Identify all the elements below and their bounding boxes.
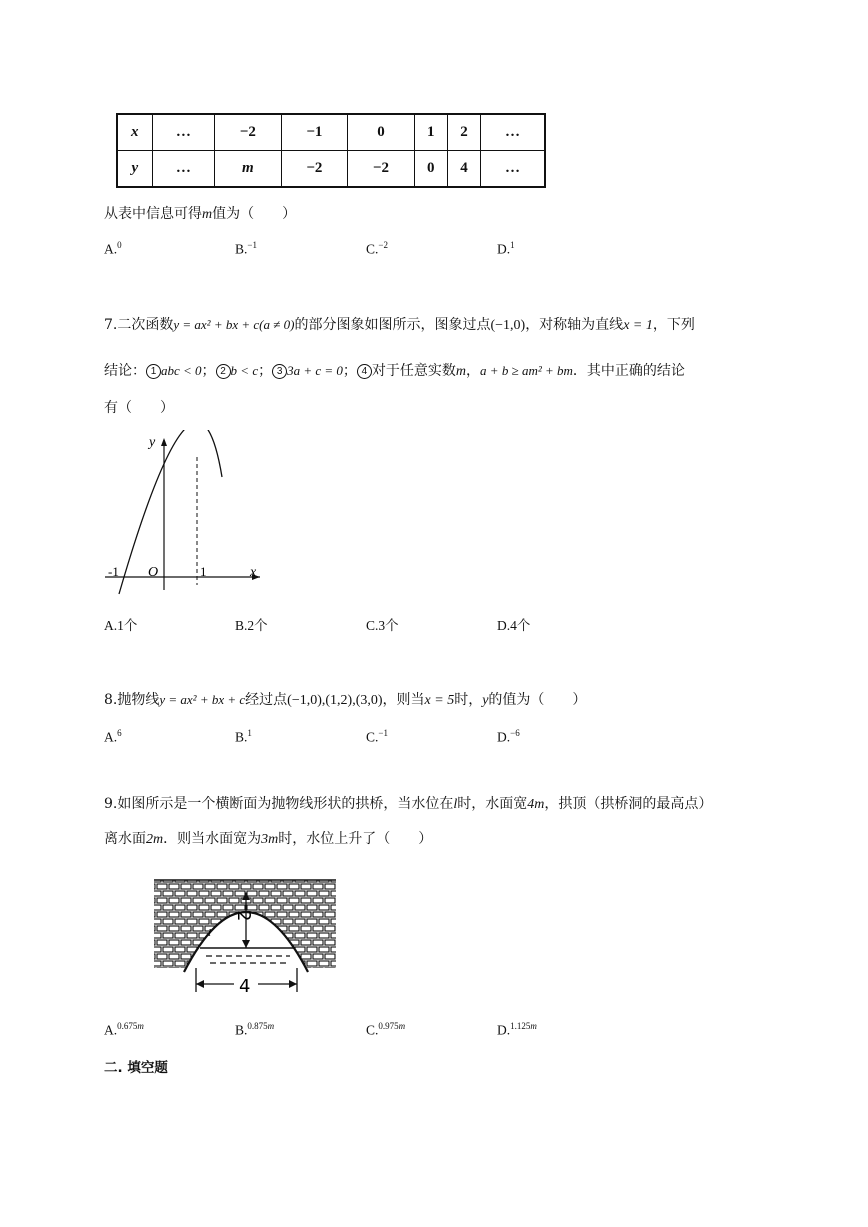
circled-number: 2 <box>216 364 231 379</box>
q9-text: ．则当水面宽为 <box>163 831 262 847</box>
q9-text: 时，水面宽 <box>457 796 528 812</box>
y-axis-label: y <box>149 435 156 450</box>
q6-option-c[interactable] <box>366 240 388 258</box>
option-label: D. <box>497 729 511 745</box>
q7-parabola-graph <box>100 430 270 600</box>
option-label: D. <box>497 1022 511 1038</box>
option-value: 0.875 <box>247 1021 268 1031</box>
q6-stem-text-2: 值为（ ） <box>212 206 297 222</box>
value-table <box>116 113 546 188</box>
option-unit: m <box>267 1021 275 1031</box>
q7-text: ，下列 <box>652 317 695 333</box>
width-label: 4 <box>239 976 251 996</box>
q7-stem-line1 <box>104 314 695 334</box>
q8-text: ，则当 <box>382 692 425 708</box>
table-cell: … <box>152 114 214 151</box>
q7-option-b[interactable] <box>235 614 268 634</box>
q7-text: 的部分图象如图所示，图象过点 <box>294 317 491 333</box>
table-row-x <box>117 114 545 151</box>
q7-conclusion-3: 3a + c = 0 <box>287 363 343 378</box>
section-heading: 二. 填空题 <box>104 1060 168 1076</box>
origin-label: O <box>148 565 159 580</box>
q7-conclusion-2: b < c <box>230 363 259 378</box>
q8-option-d[interactable] <box>497 728 520 746</box>
table-cell: … <box>481 151 545 188</box>
option-value: 6 <box>117 728 122 738</box>
option-label: B. <box>235 241 248 257</box>
option-value: 4 <box>510 618 517 633</box>
table-cell: m <box>215 151 282 188</box>
q6-option-d[interactable] <box>497 240 515 258</box>
option-unit: m <box>137 1021 144 1031</box>
arrow-down-icon <box>242 940 250 948</box>
arrow-right-icon <box>289 980 297 988</box>
q9-option-b[interactable] <box>235 1021 274 1039</box>
option-label: C. <box>366 618 379 633</box>
q9-option-a[interactable] <box>104 1021 144 1039</box>
q9-height: 2m <box>146 832 164 847</box>
q9-var: l <box>453 797 458 812</box>
option-value: 1 <box>510 240 515 250</box>
option-value: −2 <box>378 240 388 250</box>
q7-text: ．其中正确的结论 <box>572 363 685 379</box>
q8-option-b[interactable] <box>235 728 252 746</box>
option-label: B. <box>235 618 248 633</box>
q8-text: 时， <box>454 692 483 708</box>
circled-number: 1 <box>146 364 161 379</box>
height-label: 2 <box>233 910 254 922</box>
option-unit: 个 <box>254 618 268 634</box>
option-unit: m <box>398 1021 406 1031</box>
option-value: −1 <box>247 240 257 250</box>
option-label: C. <box>366 1022 379 1038</box>
q8-text: 经过点 <box>245 692 288 708</box>
q7-text: 结论： <box>104 363 146 379</box>
table-cell: 4 <box>447 151 480 188</box>
q6-option-b[interactable] <box>235 240 257 258</box>
option-value: 0 <box>117 240 122 250</box>
circled-number: 3 <box>272 364 287 379</box>
option-label: C. <box>366 729 379 745</box>
q7-option-c[interactable] <box>366 614 399 634</box>
q8-text: 8.抛物线 <box>104 692 160 708</box>
table-cell: −2 <box>281 151 348 188</box>
table-cell: −1 <box>281 114 348 151</box>
q7-text: 对于任意实数 <box>371 363 456 379</box>
q9-option-d[interactable] <box>497 1021 537 1039</box>
q9-option-c[interactable] <box>366 1021 405 1039</box>
option-value: 3 <box>378 618 386 633</box>
option-value: −6 <box>510 728 520 738</box>
option-unit: 个 <box>123 618 138 634</box>
q8-condition: x = 5 <box>424 693 455 708</box>
q8-stem <box>104 689 586 709</box>
option-value: 1 <box>247 728 252 738</box>
q8-option-a[interactable] <box>104 728 122 746</box>
option-label: B. <box>235 1022 248 1038</box>
q8-function: y = ax² + bx + c <box>159 692 246 707</box>
table-row-y <box>117 151 545 188</box>
q7-text: 7.二次函数 <box>104 317 174 333</box>
q6-stem <box>104 203 296 223</box>
q7-option-a[interactable] <box>104 614 137 634</box>
q8-points: (−1,0),(1,2),(3,0) <box>287 693 383 708</box>
option-label: A. <box>104 618 118 633</box>
q9-text: ，拱顶（拱桥洞的最高点） <box>544 796 713 812</box>
option-value: 2 <box>247 618 255 633</box>
brick-wall <box>154 880 336 968</box>
tick-label-1: 1 <box>200 564 207 579</box>
option-value: −1 <box>378 728 388 738</box>
q9-stem-line1 <box>104 793 712 813</box>
q7-conclusion-4: a + b ≥ am² + bm <box>480 363 573 378</box>
parabola-curve <box>119 430 222 594</box>
q9-arch-bridge-figure <box>150 876 340 996</box>
q9-text: 离水面 <box>104 831 146 847</box>
table-cell: … <box>481 114 545 151</box>
table-cell: 0 <box>348 114 415 151</box>
table-cell: 2 <box>447 114 480 151</box>
arrow-left-icon <box>196 980 204 988</box>
q8-text: 的值为（ ） <box>488 692 587 708</box>
option-value: 0.975 <box>378 1021 399 1031</box>
tick-label-neg1: -1 <box>108 564 119 579</box>
q9-text: 9.如图所示是一个横断面为抛物线形状的拱桥，当水位在 <box>104 796 454 812</box>
option-value: 0.675 <box>117 1021 138 1031</box>
q9-stem-line2 <box>104 828 432 848</box>
option-unit: m <box>530 1021 537 1031</box>
q6-option-a[interactable] <box>104 240 122 258</box>
q7-stem-line3: 有（ ） <box>104 400 174 416</box>
option-label: A. <box>104 729 118 745</box>
water-level-label: l <box>208 927 212 939</box>
q6-stem-text: 从表中信息可得 <box>104 206 202 222</box>
q7-conclusion-1: abc < 0 <box>161 363 202 378</box>
q7-text: ，对称轴为直线 <box>525 317 624 333</box>
option-unit: 个 <box>385 618 399 634</box>
q8-option-c[interactable] <box>366 728 388 746</box>
table-cell: 1 <box>414 114 447 151</box>
q9-width: 4m <box>527 797 545 812</box>
option-label: B. <box>235 729 248 745</box>
table-cell: −2 <box>215 114 282 151</box>
table-cell: y <box>117 151 152 188</box>
q7-point: (−1,0) <box>490 318 526 333</box>
option-value: 1.125 <box>510 1021 531 1031</box>
option-label: C. <box>366 241 379 257</box>
q9-text: 时，水位上升了（ ） <box>278 831 433 847</box>
option-value: 1 <box>117 618 124 633</box>
option-label: D. <box>497 618 511 633</box>
q8-var: y <box>482 693 489 708</box>
y-axis-arrow <box>161 438 167 446</box>
table-cell: 0 <box>414 151 447 188</box>
q7-stem-line2: 结论： 1 abc < 0； 2 b < c； 3 3a + c = 0； 4 对于任意实数m，a + b ≥ am² + bm．其中正确的结论 <box>104 363 685 379</box>
table-cell: … <box>152 151 214 188</box>
q7-var: m <box>455 364 467 379</box>
table-cell: −2 <box>348 151 415 188</box>
x-axis-label: x <box>250 565 257 580</box>
option-unit: 个 <box>516 618 531 634</box>
option-label: A. <box>104 241 118 257</box>
q6-stem-var: m <box>202 207 213 222</box>
option-label: A. <box>104 1022 118 1038</box>
q9-width-2: 3m <box>261 832 279 847</box>
q7-axis: x = 1 <box>623 318 653 333</box>
q7-option-d[interactable] <box>497 614 530 634</box>
circled-number: 4 <box>357 364 372 379</box>
option-label: D. <box>497 241 511 257</box>
q7-function: y = ax² + bx + c(a ≠ 0) <box>173 317 295 332</box>
table-cell: x <box>117 114 152 151</box>
